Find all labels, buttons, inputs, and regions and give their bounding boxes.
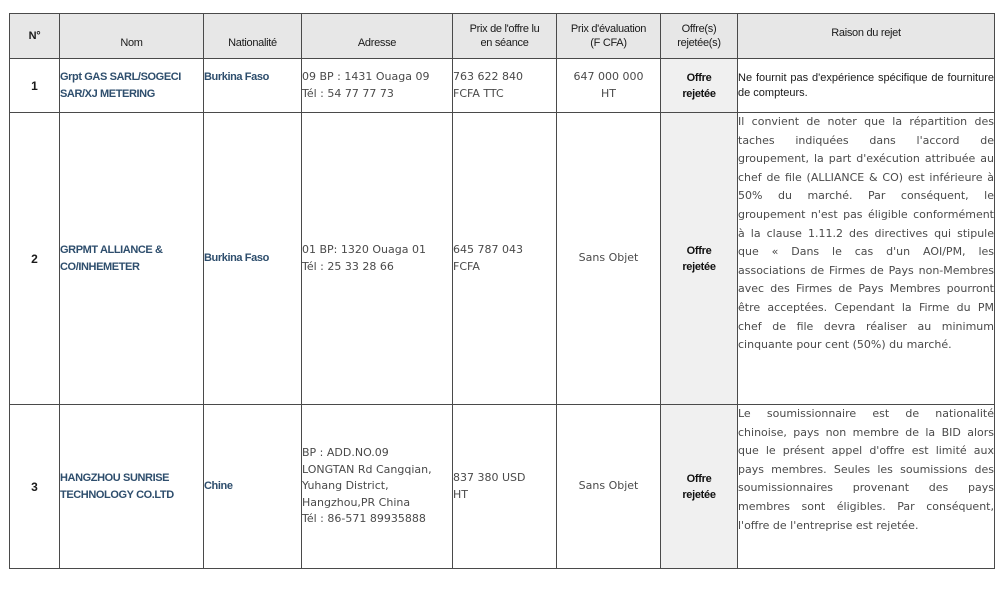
row-number: 1 [10, 59, 60, 113]
table-row [10, 113, 995, 405]
table-row [10, 405, 995, 569]
row-number: 3 [10, 405, 60, 569]
price-evaluation: 647 000 000 HT [557, 59, 661, 113]
price-read: 645 787 043 FCFA [453, 113, 557, 405]
offer-status: Offre rejetée [661, 59, 738, 113]
header-adresse: Adresse [302, 14, 453, 59]
price-read: 837 380 USD HT [453, 405, 557, 569]
header-nationalite: Nationalité [204, 14, 302, 59]
header-nom: Nom [60, 14, 204, 59]
header-offre-rejetee: Offre(s) rejetée(s) [661, 14, 738, 59]
bidder-nationality: Burkina Faso [204, 113, 302, 405]
rejection-reason: Ne fournit pas d'expérience spécifique de fourniture de compteurs. [738, 59, 995, 113]
price-read: 763 622 840 FCFA TTC [453, 59, 557, 113]
rejected-bids-table [9, 13, 995, 569]
offer-status: Offre rejetée [661, 405, 738, 569]
bidder-nationality: Burkina Faso [204, 59, 302, 113]
rejection-reason: Le soumissionnaire est de nationalité chinoise, pays non membre de la BID alors que le présent appel d'offre est limité aux pays membres. Seules les soumissions des soumissionnaires provenant des pays membres sont éligibles. Par conséquent, l'offre de l'entreprise est rejetée. [738, 405, 995, 569]
bidder-address: BP : ADD.NO.09 LONGTAN Rd Cangqian, Yuhang District, Hangzhou,PR China Tél : 86-571 89935888 [302, 405, 453, 569]
header-prix-evaluation: Prix d'évaluation (F CFA) [557, 14, 661, 59]
header-raison: Raison du rejet [738, 14, 995, 59]
bidder-name: HANGZHOU SUNRISE TECHNOLOGY CO.LTD [60, 405, 204, 569]
row-number: 2 [10, 113, 60, 405]
header-row [10, 14, 995, 59]
header-prix-lu: Prix de l'offre lu en séance [453, 14, 557, 59]
bidder-name: Grpt GAS SARL/SOGECI SAR/XJ METERING [60, 59, 204, 113]
header-num: N° [10, 14, 60, 59]
rejection-reason: Il convient de noter que la répartition des taches indiquées dans l'accord de groupement, la part d'exécution attribuée au chef de file (ALLIANCE & CO) est inférieure à 50% du marché. Par conséquent, le groupement n'est pas éligible conformément à la clause 1.11.2 des directives qui stipule que « Dans le cas d'un AOI/PM, les associations de Firmes de Pays non-Membres avec des Firmes de Pays Membres pourront être acceptées. Cependant la Firme du PM chef de file devra réaliser au minimum cinquante pour cent (50%) du marché. [738, 113, 995, 405]
bidder-address: 09 BP : 1431 Ouaga 09 Tél : 54 77 77 73 [302, 59, 453, 113]
bidder-nationality: Chine [204, 405, 302, 569]
bidder-address: 01 BP: 1320 Ouaga 01 Tél : 25 33 28 66 [302, 113, 453, 405]
table-row [10, 59, 995, 113]
offer-status: Offre rejetée [661, 113, 738, 405]
price-evaluation: Sans Objet [557, 113, 661, 405]
bidder-name: GRPMT ALLIANCE & CO/INHEMETER [60, 113, 204, 405]
price-evaluation: Sans Objet [557, 405, 661, 569]
